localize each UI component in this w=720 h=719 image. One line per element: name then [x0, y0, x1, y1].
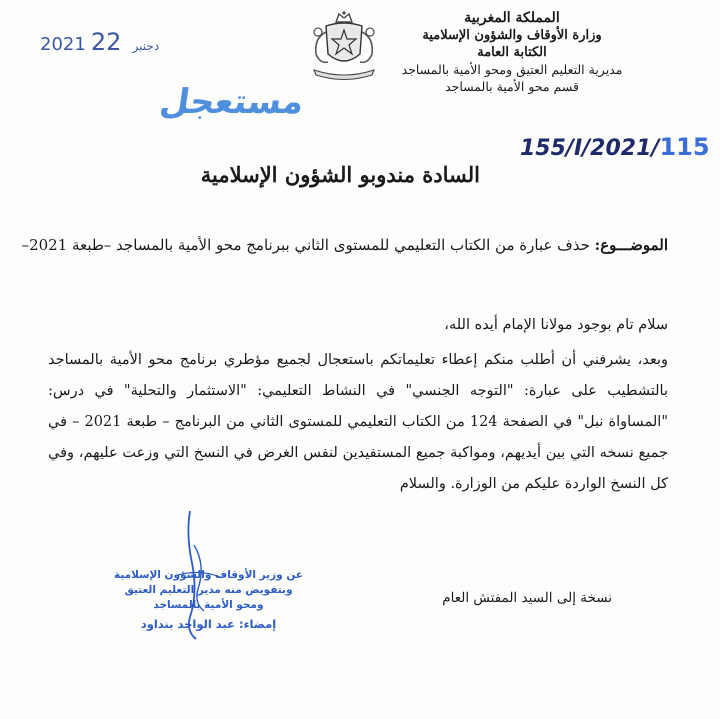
letterhead-ministry: وزارة الأوقاف والشؤون الإسلامية	[422, 28, 602, 43]
subject-line	[22, 236, 668, 254]
greeting: سلام تام بوجود مولانا الإمام أيده الله،	[444, 317, 668, 333]
signature-name: إمضاء: عبد الواحد بنداود	[140, 617, 277, 631]
urgent-stamp: مستعجل	[157, 82, 307, 122]
copy-recipient-note: نسخة إلى السيد المفتش العام	[442, 590, 612, 606]
signature-stamp	[106, 568, 311, 632]
reference-printed: 155/I/2021/	[520, 136, 660, 161]
letter-date	[40, 28, 165, 56]
date-day: 22	[90, 28, 122, 56]
reference-number	[520, 133, 710, 161]
reference-handwritten: 115	[659, 133, 710, 161]
signature-line-2: وبتفويض منه مدير التعليم العتيق	[124, 584, 293, 596]
letterhead	[362, 10, 662, 95]
letterhead-directorate: مديرية التعليم العتيق ومحو الأمية بالمساجد	[401, 62, 623, 77]
letterhead-secretariat: الكتابة العامة	[477, 45, 547, 60]
subject-label: الموضـــوع:	[594, 236, 668, 254]
letter-body	[48, 310, 668, 500]
date-month: دجنبر	[132, 39, 160, 53]
letterhead-division: قسم محو الأمية بالمساجد	[445, 79, 579, 94]
signature-line-3: ومحو الأمية بالمساجد	[153, 599, 264, 611]
letterhead-kingdom: المملكة المغربية	[464, 10, 560, 26]
date-year: 2021	[40, 34, 86, 55]
signature-line-1: عن وزير الأوقاف والشؤون الإسلامية	[114, 569, 303, 581]
addressee: السادة مندوبو الشؤون الإسلامية	[200, 162, 480, 187]
coat-of-arms-icon	[306, 8, 382, 82]
body-paragraph: وبعد، يشرفني أن أطلب منكم إعطاء تعليماتكم باستعجال لجميع مؤطري برنامج محو الأمية بالمساجد بالتشطيب على عبارة: "التوجه الجنسي" في النشاط التعليمي: "الاستثمار والتحلية" في درس: "المساواة نبل" في الصفحة 124 من الكتاب التعليمي للمستوى الثاني من البرنامج – طبعة 2021 – في جميع نسخه التي بين أيديهم، ومواكبة جميع المستفيدين لنفس الغرض في النسخ التي وزعت عليهم، وفي كل النسخ الواردة عليكم من الوزارة. والسلام	[48, 352, 668, 492]
subject-text: حذف عبارة من الكتاب التعليمي للمستوى الثاني ببرنامج محو الأمية بالمساجد –طبعة 2021–	[21, 236, 590, 254]
